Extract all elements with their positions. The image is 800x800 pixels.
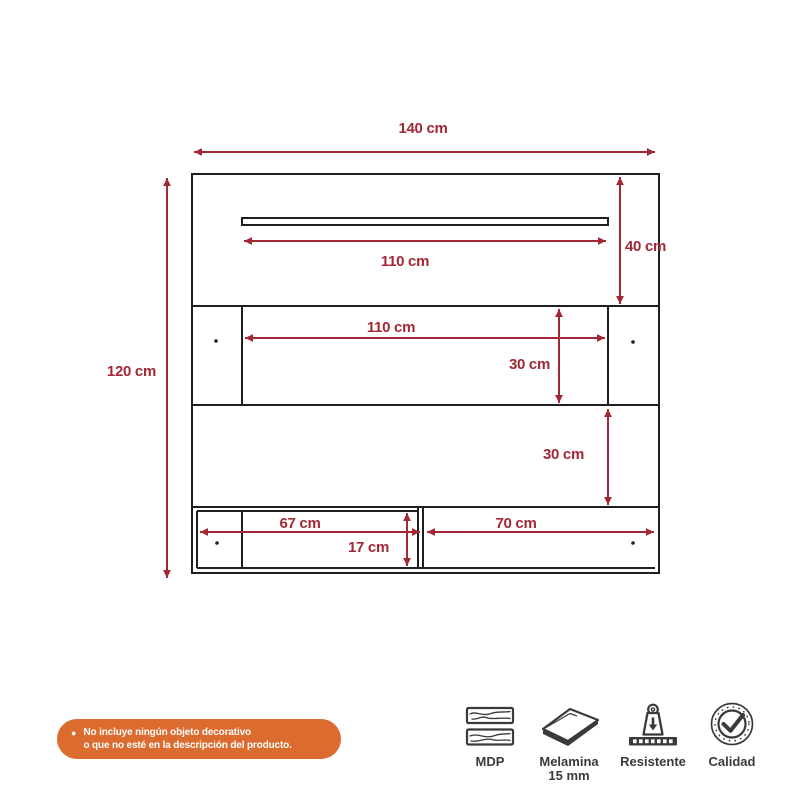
melamine-sheet-icon [536, 699, 602, 747]
fitting-dots [214, 339, 635, 545]
weight-resistance-icon [627, 699, 679, 747]
bullet-icon: ● [71, 727, 77, 738]
dim-label-top-panel-height: 40 cm [625, 238, 667, 255]
panel-outline [192, 174, 659, 573]
dim-label-middle-panel-height: 30 cm [508, 356, 550, 373]
feature-mdp [452, 699, 528, 769]
feature-melamina [528, 699, 610, 783]
feature-sublabel-melamina: 15 mm [548, 768, 590, 783]
material-features-row [452, 699, 768, 783]
disclaimer-line-2: o que no esté en la descripción del producto. [83, 740, 292, 751]
mdp-wood-icon [465, 699, 515, 747]
disclaimer-badge [57, 719, 341, 759]
disclaimer-line-1: No incluye ningún objeto decorativo [83, 727, 251, 738]
dim-label-total-height: 120 cm [106, 363, 156, 380]
dim-label-total-width: 140 cm [398, 120, 448, 137]
dim-label-bottom-right-width: 70 cm [495, 515, 537, 532]
dim-label-bottom-shelf-height: 17 cm [347, 539, 389, 556]
quality-seal-icon [709, 699, 755, 747]
feature-label-mdp: MDP [475, 754, 505, 769]
top-shelf-strip [242, 218, 608, 225]
dimension-arrows [167, 152, 655, 578]
dim-label-top-shelf-width: 110 cm [380, 253, 430, 270]
feature-resistente [610, 699, 696, 769]
dim-label-bottom-left-width: 67 cm [279, 515, 321, 532]
feature-label-resistente: Resistente [620, 754, 686, 769]
feature-label-calidad: Calidad [708, 754, 756, 769]
dim-label-lower-panel-height: 30 cm [542, 446, 584, 463]
feature-label-melamina: Melamina [539, 754, 599, 769]
feature-calidad [696, 699, 768, 769]
dim-label-middle-shelf-width: 110 cm [366, 319, 416, 336]
